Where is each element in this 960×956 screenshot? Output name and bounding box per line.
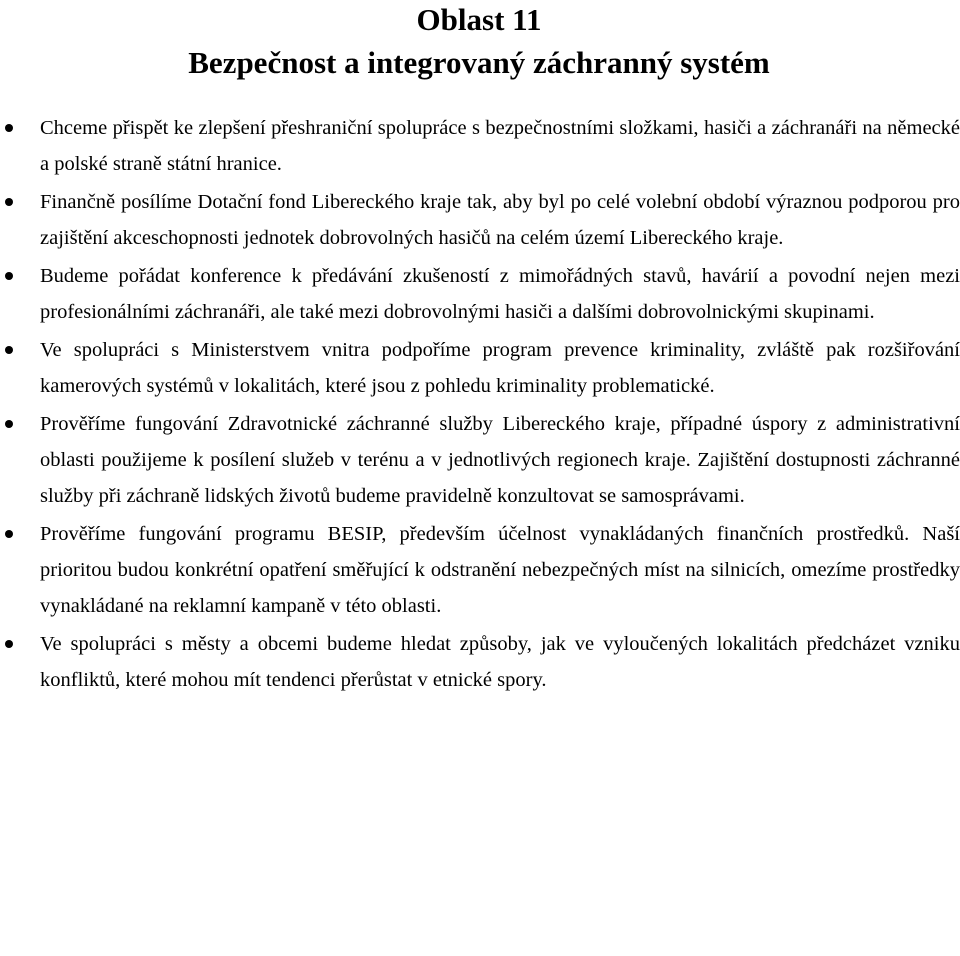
list-item-text: Finančně posílíme Dotační fond Libereckého kraje tak, aby byl po celé volební období výraznou podporou pro zajištění akceschopnosti jednotek dobrovolných hasičů na celém území Libereckého kraje. [40,191,960,249]
list-item-text: Chceme přispět ke zlepšení přeshraniční spolupráce s bezpečnostními složkami, hasiči a záchranáři na německé a polské straně státní hranice. [40,117,960,175]
list-item [0,332,960,404]
bullet-icon [5,640,13,648]
bullet-icon [5,346,13,354]
list-item-text: Ve spolupráci s Ministerstvem vnitra podpoříme program prevence kriminality, zvláště pak rozšiřování kamerových systémů v lokalitách, které jsou z pohledu kriminality problematické. [40,339,960,397]
bullet-icon [5,530,13,538]
list-item [0,110,960,182]
bullet-icon [5,124,13,132]
list-item [0,258,960,330]
list-item [0,184,960,256]
bullet-list [0,110,960,698]
bullet-icon [5,198,13,206]
bullet-icon [5,420,13,428]
list-item-text: Prověříme fungování programu BESIP, především účelnost vynakládaných finančních prostředků. Naší prioritou budou konkrétní opatření směřující k odstranění nebezpečných míst na silnicích, omezíme prostředky vynakládané na reklamní kampaně v této oblasti. [40,523,960,617]
list-item-text: Prověříme fungování Zdravotnické záchranné služby Libereckého kraje, případné úspory z administrativní oblasti použijeme k posílení služeb v terénu a v jednotlivých regionech kraje. Zajištění dostupnosti záchranné služby při záchraně lidských životů budeme pravidelně konzultovat se samosprávami. [40,413,960,507]
list-item [0,626,960,698]
bullet-icon [5,272,13,280]
list-item [0,406,960,514]
page-title: Oblast 11 [416,2,542,37]
page-subtitle: Bezpečnost a integrovaný záchranný systém [188,45,770,80]
list-item-text: Ve spolupráci s městy a obcemi budeme hledat způsoby, jak ve vyloučených lokalitách předcházet vzniku konfliktů, které mohou mít tendenci přerůstat v etnické spory. [40,633,960,691]
list-item [0,516,960,624]
list-item-text: Budeme pořádat konference k předávání zkušeností z mimořádných stavů, havárií a povodní nejen mezi profesionálními záchranáři, ale také mezi dobrovolnými hasiči a dalšími dobrovolnickými skupinami. [40,265,960,323]
